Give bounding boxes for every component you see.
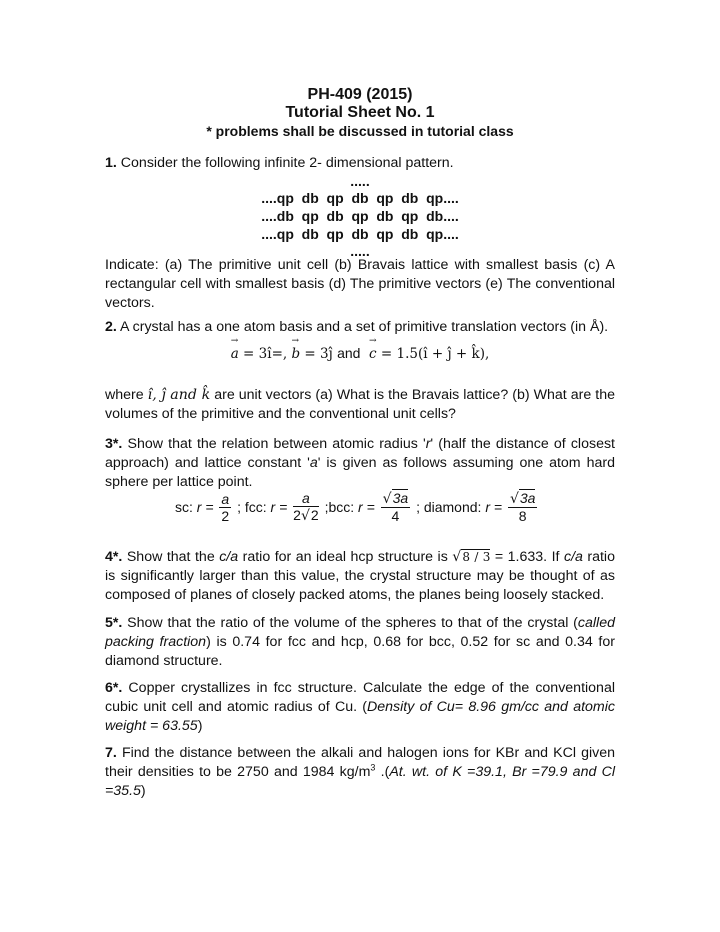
- course-title: PH-409 (2015): [307, 86, 413, 103]
- hcp-ideal-ratio: 8 / 3: [462, 550, 491, 564]
- radius-formulas: sc: r = $\frac{a}{2}$ ; fcc: r = $\frac{a}{2√2}$ ;bcc: r = $\frac{√3a}{4}$ ; diamond: r = $\frac{√3a}{8}$: [175, 490, 536, 524]
- vector-a: → a: [231, 346, 239, 362]
- pattern-line-2: ....qp db qp db qp db qp....: [261, 190, 459, 206]
- question-6-body: 6*. Copper crystallizes in fcc structure. Calculate the edge of the conventional cubic unit cell and atomic radius of Cu. (Density of Cu= 8.96 gm/cc and atomic weight = 63.55): [105, 680, 615, 734]
- question-number: 2.: [105, 319, 117, 335]
- pattern-line-4: ....qp db qp db qp db qp....: [261, 226, 459, 242]
- sc-fraction: $\frac{a}{2}$: [221, 490, 230, 524]
- question-2-body: where î, ĵ and k̂ are unit vectors (a) What is the Bravais lattice? (b) What are the volumes of the primitive and the conventional unit cells?: [105, 387, 615, 422]
- question-1-intro: [105, 154, 615, 173]
- question-4-body: 4*. Show that the c/a ratio for an ideal hcp structure is √8 / 3 = 1.633. If c/a ratio is significantly larger than this value, the crystal structure may be thought of as composed of planes of closely packed atoms, the planes being loosely stacked.: [105, 549, 615, 603]
- question-5-body: 5*. Show that the ratio of the volume of the spheres to that of the crystal (called packing fraction) is 0.74 for fcc and hcp, 0.68 for bcc, 0.52 for sc and 0.34 for diamond structure.: [105, 615, 615, 669]
- question-7-body: 7. Find the distance between the alkali and halogen ions for KBr and KCl given their densities to be 2750 and 1984 $kg/m^3$ .(At. wt. of K =39.1, Br =79.9 and Cl =35.5): [105, 745, 615, 799]
- pattern-line-1: .....: [350, 173, 370, 189]
- question-2-intro: [105, 318, 615, 337]
- question-1-indicate: Indicate: (a) The primitive unit cell (b) Bravais lattice with smallest basis (c) A rectangular cell with smallest basis (d) The primitive vectors (e) The conventional vectors.: [105, 257, 615, 311]
- sheet-title: Tutorial Sheet No. 1: [285, 104, 435, 121]
- question-number: 6*.: [105, 680, 123, 696]
- question-number: 1.: [105, 155, 117, 171]
- sheet-note: * problems shall be discussed in tutorial class: [206, 123, 514, 139]
- bcc-fraction: $\frac{√3a}{4}$: [382, 490, 409, 524]
- question-text: A crystal has a one atom basis and a set of primitive translation vectors (in Å).: [120, 319, 609, 335]
- question-number: 7.: [105, 745, 117, 761]
- diamond-fraction: $\frac{√3a}{8}$: [509, 490, 536, 524]
- fcc-fraction: $\frac{a}{2√2}$: [293, 490, 319, 524]
- vector-b: → b: [291, 346, 300, 362]
- question-number: 5*.: [105, 615, 123, 631]
- pattern-line-5: .....: [350, 243, 370, 259]
- pattern-line-3: ....db qp db qp db qp db....: [261, 208, 459, 224]
- question-3-body: 3*. Show that the relation between atomic radius 'r' (half the distance of closest approach) and lattice constant 'a' is given as follows assuming one atom hard sphere per lattice point.: [105, 436, 615, 490]
- vector-c: → c: [369, 346, 377, 362]
- question-number: 3*.: [105, 436, 123, 452]
- unit-vectors: î, ĵ and k̂: [147, 387, 211, 403]
- primitive-vectors-equation: → a = 3î=, → b = 3ĵ and → c = 1.5(î + ĵ + k̂),: [0, 345, 720, 362]
- question-text: Consider the following infinite 2- dimensional pattern.: [120, 155, 454, 171]
- question-number: 4*.: [105, 549, 123, 565]
